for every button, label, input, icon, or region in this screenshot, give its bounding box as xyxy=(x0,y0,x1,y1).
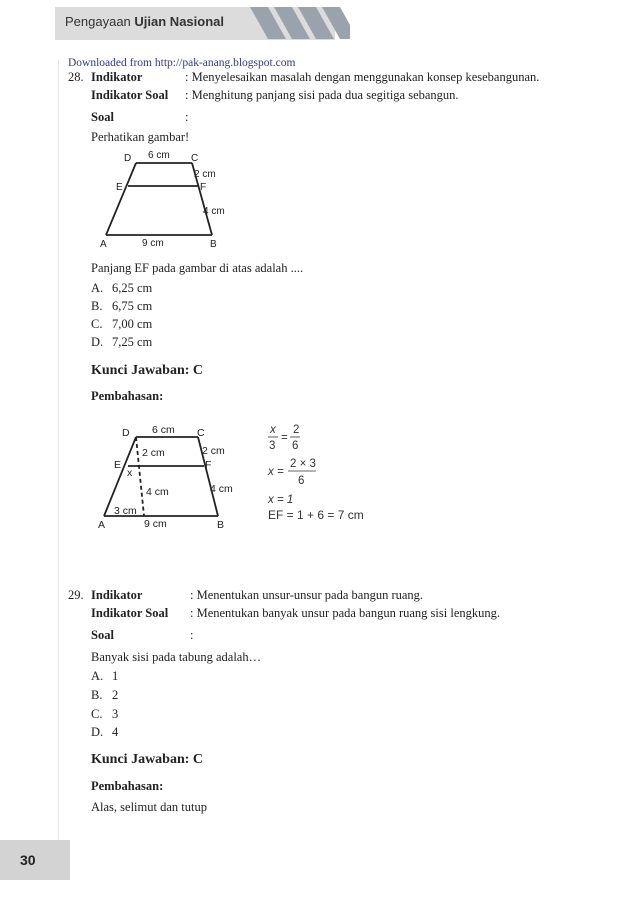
q28-question: Panjang EF pada gambar di atas adalah .... xyxy=(91,261,304,275)
q29-option-b-letter: B. xyxy=(91,688,103,702)
eq1-lhs-den: 3 xyxy=(269,440,276,452)
fig2-bottom: 9 cm xyxy=(144,518,167,530)
q28-indikator: : Menyelesaikan masalah dengan menggunakan konsep kesebangunan. xyxy=(185,70,540,84)
working-result: EF = 1 + 6 = 7 cm xyxy=(268,508,364,522)
page-number: 30 xyxy=(20,852,36,868)
fig2-label-C: C xyxy=(197,427,205,439)
q28-trapezoid-figure xyxy=(92,146,242,250)
fig2-right-lower: 4 cm xyxy=(210,483,233,495)
q28-pembahasan-label: Pembahasan: xyxy=(91,389,164,403)
q28-indikator-label: Indikator xyxy=(91,70,143,84)
q28-option-d: 7,25 cm xyxy=(112,335,153,349)
q28-option-c: 7,00 cm xyxy=(112,317,153,331)
fig1-label-A: A xyxy=(100,239,107,250)
margin-line xyxy=(58,60,59,840)
q29-answer-key: Kunci Jawaban: C xyxy=(91,752,204,767)
fig2-label-E: E xyxy=(114,459,122,471)
fig1-label-B: B xyxy=(210,239,217,250)
q28-indikator-soal: : Menghitung panjang sisi pada dua segitiga sebangun. xyxy=(185,88,459,102)
header-stripes xyxy=(240,5,350,43)
q28-instruction: Perhatikan gambar! xyxy=(91,130,190,144)
fig1-upper-right: 2 cm xyxy=(194,169,216,180)
q29-number: 29. xyxy=(68,588,84,602)
fig1-bottom: 9 cm xyxy=(142,238,164,249)
fig2-label-A: A xyxy=(98,519,106,531)
q28-solution-figure xyxy=(92,420,262,532)
q28-option-c-letter: C. xyxy=(91,317,103,331)
fig1-label-F: F xyxy=(200,182,207,193)
q29-soal-colon: : xyxy=(190,628,194,642)
eq1-rhs-num: 2 xyxy=(293,424,300,436)
q28-option-a: 6,25 cm xyxy=(112,281,153,295)
fig1-label-E: E xyxy=(116,182,123,193)
q28-option-b: 6,75 cm xyxy=(112,299,153,313)
eq1-rhs-den: 6 xyxy=(292,440,299,452)
q28-number: 28. xyxy=(68,70,84,84)
q29-indikator-label: Indikator xyxy=(91,588,143,602)
q28-option-d-letter: D. xyxy=(91,335,104,349)
q29-pembahasan: Alas, selimut dan tutup xyxy=(91,800,207,814)
q29-indikator-soal-label: Indikator Soal xyxy=(91,606,169,620)
fig2-top: 6 cm xyxy=(152,424,175,436)
fig1-label-D: D xyxy=(124,153,132,164)
q29-question: Banyak sisi pada tabung adalah… xyxy=(91,650,262,664)
fig2-inner-upper: 2 cm xyxy=(142,447,165,459)
fig2-label-x: x xyxy=(127,467,133,479)
q29-option-a: 1 xyxy=(112,669,119,683)
fig2-label-B: B xyxy=(217,519,225,531)
fig2-label-F: F xyxy=(205,459,212,471)
q28-working xyxy=(262,422,402,532)
fig2-inner-lower: 4 cm xyxy=(146,486,169,498)
eq3: x = 1 xyxy=(268,494,294,506)
q29-indikator-soal: : Menentukan banyak unsur pada bangun ruang sisi lengkung. xyxy=(190,606,501,620)
eq1-lhs-num: x xyxy=(270,424,276,436)
fig1-top: 6 cm xyxy=(148,150,170,161)
q28-option-b-letter: B. xyxy=(91,299,103,313)
eq2-lhs: x = xyxy=(268,466,284,478)
eq2-den: 6 xyxy=(298,475,305,487)
fig2-right-upper: 2 cm xyxy=(202,445,225,457)
fig1-lower-right: 4 cm xyxy=(203,206,225,217)
fig1-label-C: C xyxy=(191,153,199,164)
q28-answer-key: Kunci Jawaban: C xyxy=(91,363,204,378)
q28-option-a-letter: A. xyxy=(91,281,104,295)
header-title: Pengayaan Ujian Nasional xyxy=(65,14,224,29)
q29-option-c: 3 xyxy=(112,707,119,721)
fig2-label-D: D xyxy=(122,427,130,439)
q29-option-b: 2 xyxy=(112,688,119,702)
q29-soal-label: Soal xyxy=(91,628,114,642)
fig2-bottom-left: 3 cm xyxy=(114,505,137,517)
eq2-num: 2 × 3 xyxy=(290,458,316,470)
q29-option-c-letter: C. xyxy=(91,707,103,721)
q29-indikator: : Menentukan unsur-unsur pada bangun ruang. xyxy=(190,588,424,602)
q28-soal-label: Soal xyxy=(91,110,114,124)
eq1-eq: = xyxy=(281,432,288,444)
q29-option-d-letter: D. xyxy=(91,725,104,739)
q29-option-a-letter: A. xyxy=(91,669,104,683)
q29-pembahasan-label: Pembahasan: xyxy=(91,779,164,793)
q29-option-d: 4 xyxy=(112,725,119,739)
q28-indikator-soal-label: Indikator Soal xyxy=(91,88,169,102)
source-link[interactable]: Downloaded from http://pak-anang.blogspot.com xyxy=(68,57,296,69)
q28-soal-colon: : xyxy=(185,110,189,124)
